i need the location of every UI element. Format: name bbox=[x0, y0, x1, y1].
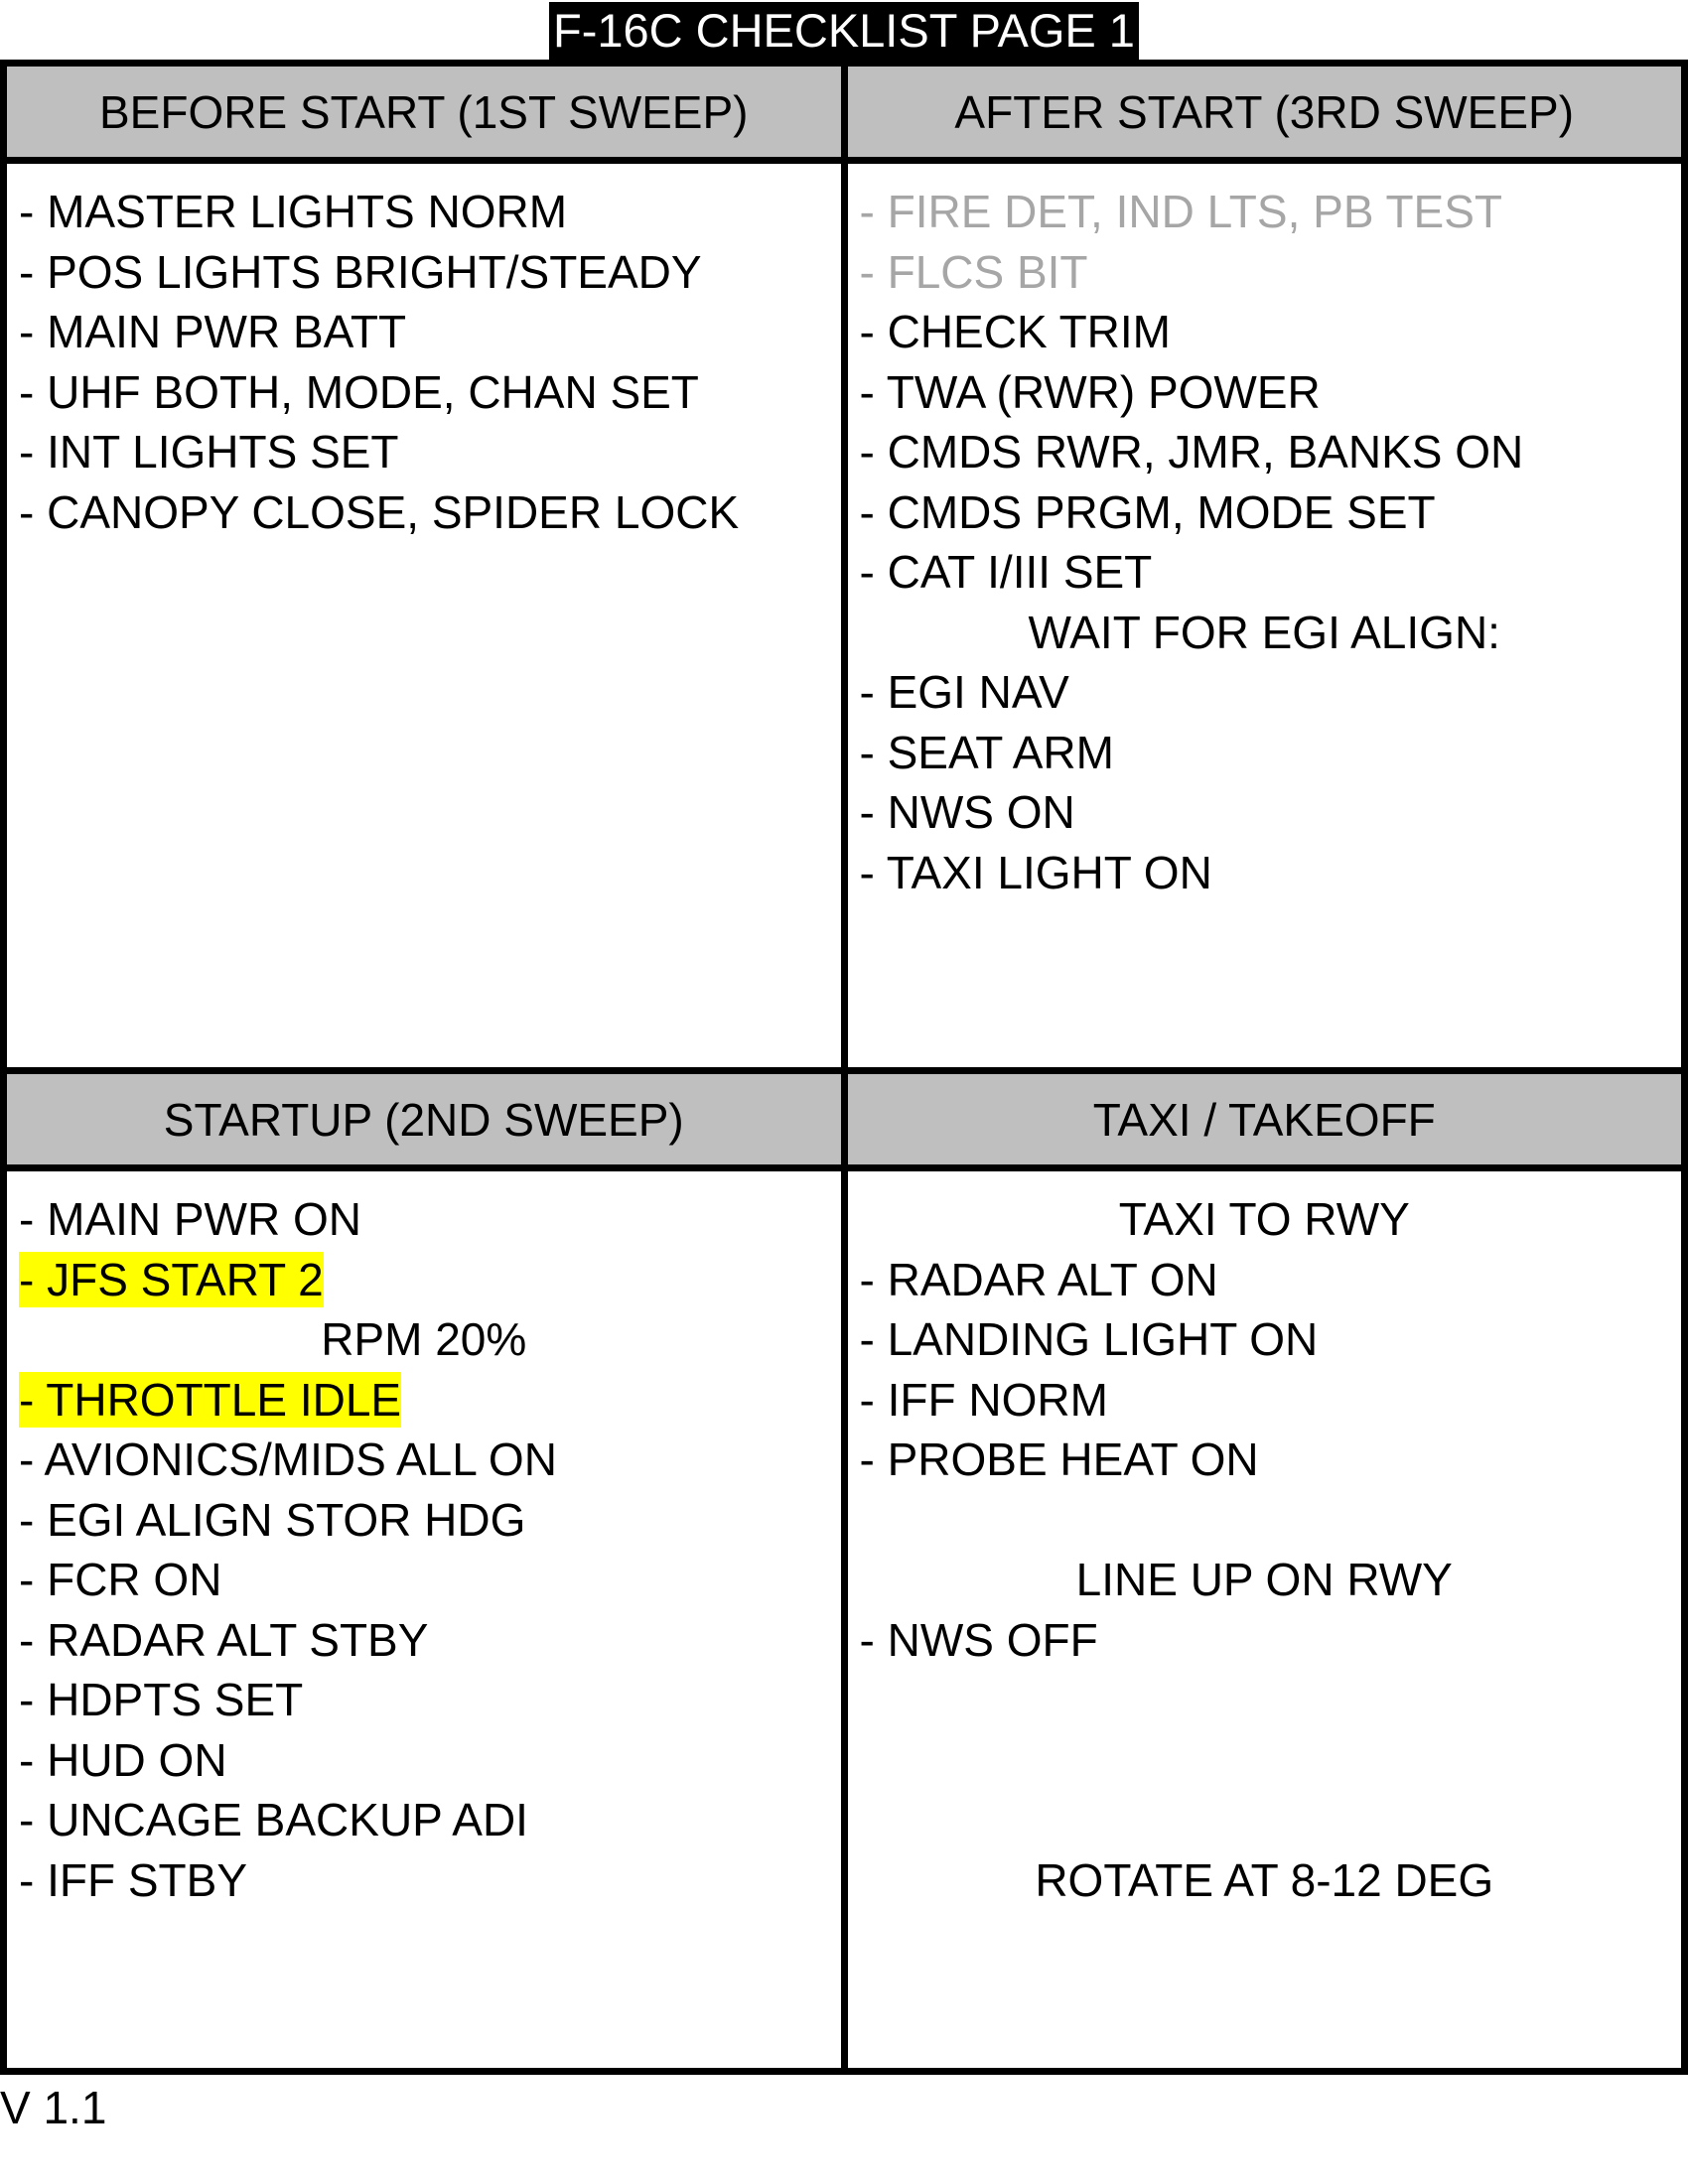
checklist-item: - RADAR ALT STBY bbox=[19, 1613, 429, 1666]
checklist-subheading: WAIT FOR EGI ALIGN: bbox=[1028, 606, 1500, 658]
checklist-item: - UHF BOTH, MODE, CHAN SET bbox=[19, 365, 699, 418]
checklist-item: - NWS ON bbox=[859, 786, 1075, 838]
checklist-subheading: ROTATE AT 8-12 DEG bbox=[1035, 1853, 1494, 1906]
checklist-item: - CHECK TRIM bbox=[859, 306, 1171, 357]
checklist-item-completed: - FIRE DET, IND LTS, PB TEST bbox=[859, 186, 1503, 237]
checklist-item: - UNCAGE BACKUP ADI bbox=[19, 1794, 528, 1845]
version-label: V 1.1 bbox=[0, 2082, 107, 2133]
after-start-section bbox=[848, 67, 1682, 1067]
checklist-item: - CMDS RWR, JMR, BANKS ON bbox=[859, 426, 1524, 478]
checklist-item: - IFF NORM bbox=[859, 1373, 1108, 1426]
taxi-takeoff-header: TAXI / TAKEOFF bbox=[848, 1074, 1682, 1171]
before-start-section bbox=[7, 67, 841, 1067]
checklist-item: - MAIN PWR ON bbox=[19, 1193, 361, 1245]
checklist-item: - TWA (RWR) POWER bbox=[859, 365, 1321, 418]
checklist-item: - EGI ALIGN STOR HDG bbox=[19, 1493, 526, 1546]
checklist-item: - CMDS PRGM, MODE SET bbox=[859, 485, 1436, 538]
checklist-grid bbox=[0, 60, 1688, 2075]
checklist-subheading: LINE UP ON RWY bbox=[1075, 1554, 1453, 1605]
checklist-item: - CAT I/III SET bbox=[859, 546, 1153, 598]
checklist-item: - FCR ON bbox=[19, 1554, 222, 1605]
checklist-item: - HDPTS SET bbox=[19, 1674, 304, 1725]
checklist-item: - MASTER LIGHTS NORM bbox=[19, 186, 568, 237]
checklist-item-highlighted: - THROTTLE IDLE bbox=[19, 1373, 402, 1426]
checklist-item: - HUD ON bbox=[19, 1733, 227, 1786]
checklist-item: - PROBE HEAT ON bbox=[859, 1433, 1259, 1485]
after-start-header: AFTER START (3RD SWEEP) bbox=[848, 67, 1682, 164]
startup-section bbox=[7, 1067, 841, 2068]
blank-line bbox=[860, 1790, 1670, 1850]
checklist-subheading: TAXI TO RWY bbox=[1118, 1193, 1410, 1245]
before-start-header: BEFORE START (1ST SWEEP) bbox=[7, 67, 841, 164]
blank-line bbox=[860, 1670, 1670, 1730]
checklist-item: - CANOPY CLOSE, SPIDER LOCK bbox=[19, 485, 740, 538]
before-start-list bbox=[7, 164, 841, 1067]
checklist-item: - NWS OFF bbox=[859, 1613, 1098, 1666]
checklist-item-highlighted: - JFS START 2 bbox=[19, 1253, 324, 1305]
taxi-takeoff-section bbox=[848, 1067, 1682, 2068]
checklist-item: - EGI NAV bbox=[859, 666, 1069, 718]
blank-line bbox=[860, 1730, 1670, 1791]
checklist-item: - POS LIGHTS BRIGHT/STEADY bbox=[19, 245, 702, 298]
checklist-item: - INT LIGHTS SET bbox=[19, 426, 399, 478]
page-title: F-16C CHECKLIST PAGE 1 bbox=[549, 2, 1139, 60]
taxi-takeoff-list bbox=[848, 1171, 1682, 2068]
checklist-item: - SEAT ARM bbox=[859, 726, 1114, 778]
checklist-subheading: RPM 20% bbox=[321, 1313, 527, 1365]
after-start-list bbox=[848, 164, 1682, 1067]
blank-line bbox=[860, 1490, 1670, 1551]
checklist-item: - LANDING LIGHT ON bbox=[859, 1313, 1319, 1365]
checklist-item: - AVIONICS/MIDS ALL ON bbox=[19, 1433, 557, 1485]
checklist-item: - TAXI LIGHT ON bbox=[859, 846, 1212, 898]
startup-list bbox=[7, 1171, 841, 2068]
checklist-item-completed: - FLCS BIT bbox=[859, 245, 1088, 298]
checklist-item: - RADAR ALT ON bbox=[859, 1253, 1218, 1305]
startup-header: STARTUP (2ND SWEEP) bbox=[7, 1074, 841, 1171]
checklist-item: - IFF STBY bbox=[19, 1853, 247, 1906]
checklist-item: - MAIN PWR BATT bbox=[19, 306, 407, 357]
